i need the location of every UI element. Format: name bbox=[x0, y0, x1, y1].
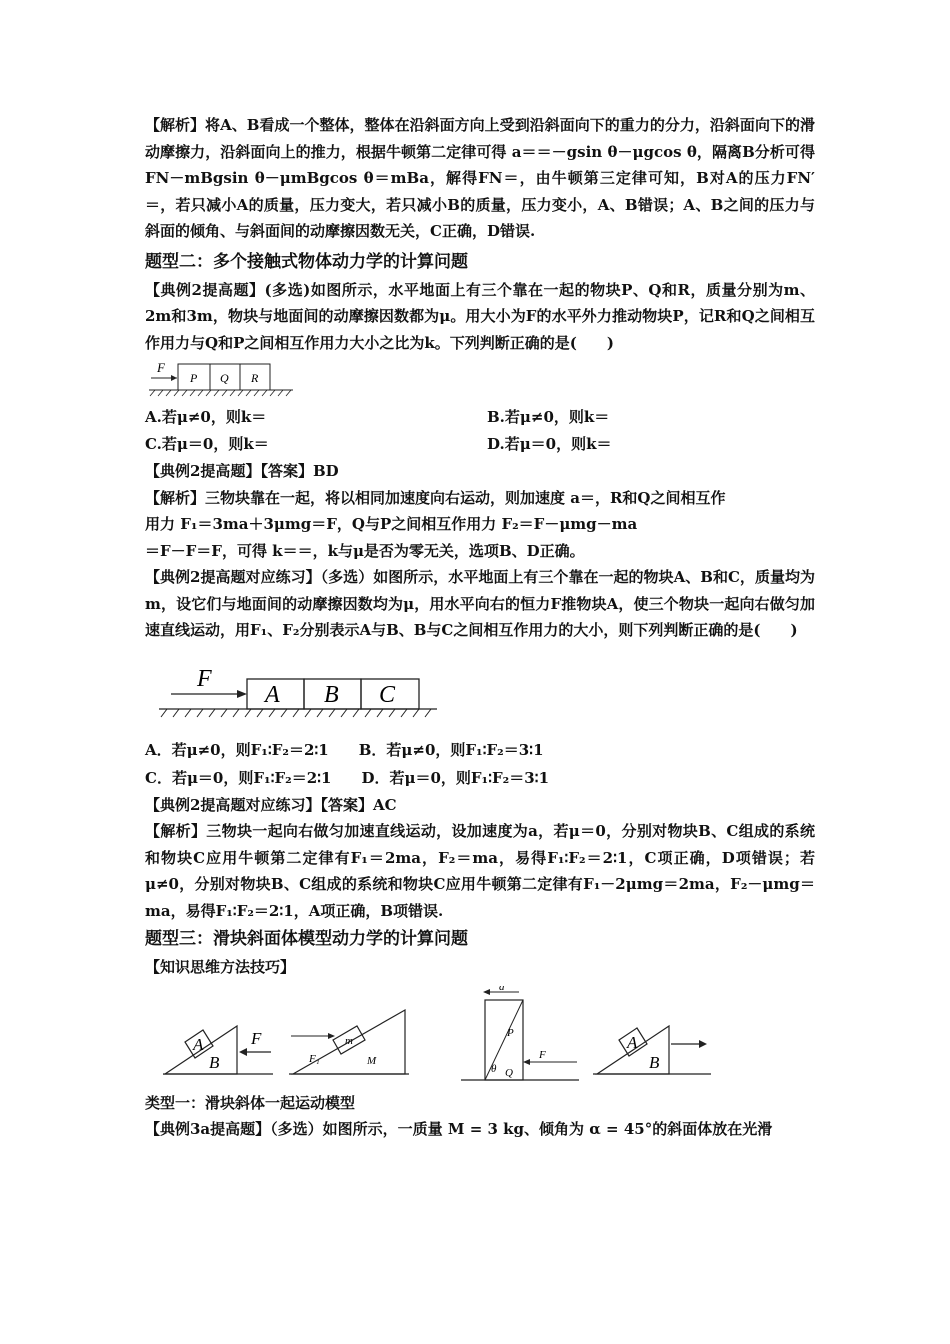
figure-pqr-block-p: P bbox=[190, 371, 198, 385]
practice2-options-line1: A．若μ≠0，则F₁∶F₂＝2∶1 B．若μ≠0，则F₁∶F₂＝3∶1 bbox=[145, 740, 544, 759]
example3a-question: 【典例3a提高题】（多选）如图所示，一质量 M = 3 kg、倾角为 α = 45°的斜面体放在光滑 bbox=[145, 1120, 773, 1138]
practice2-options bbox=[145, 736, 815, 792]
figure3-1-block-a: A bbox=[193, 1035, 204, 1054]
figure3-4-block-b: B bbox=[649, 1053, 660, 1072]
figure3-2-force: F₁ bbox=[309, 1053, 320, 1065]
figure3-2 bbox=[289, 1010, 409, 1074]
figure-pqr bbox=[147, 362, 307, 402]
figure-abc bbox=[151, 664, 451, 726]
subtype1-heading: 类型一：滑块斜体一起运动模型 bbox=[145, 1094, 356, 1112]
figure3-3-force: F bbox=[539, 1049, 546, 1061]
figure-pqr-block-r: R bbox=[251, 371, 259, 385]
figure-abc-block-a: A bbox=[265, 681, 280, 708]
knowledge-method-label: 【知识思维方法技巧】 bbox=[145, 958, 296, 976]
example2-analysis-line1: 【解析】三物块靠在一起，将以相同加速度向右运动，则加速度 a＝，R和Q之间相互作 bbox=[145, 488, 726, 507]
figure-pqr-force-label: F bbox=[157, 362, 165, 375]
example2-question: 【典例2提高题】(多选)如图所示，水平地面上有三个靠在一起的物块P、Q和R，质量分别为m、2m和3m，物块与地面间的动摩擦因数都为μ。用大小为F的水平外力推动物块P，记R和Q之间相互作用力与Q和P之间相互作用力大小之比为k。下列判断正确的是( ) bbox=[145, 280, 815, 352]
figure-abc-block-b: B bbox=[324, 681, 339, 708]
figure3-1-block-b: B bbox=[209, 1053, 220, 1072]
figure3-3-p: P bbox=[507, 1027, 514, 1039]
figure3-3-q: Q bbox=[505, 1067, 513, 1079]
example2-options bbox=[145, 404, 815, 458]
section-heading-type2: 题型二：多个接触式物体动力学的计算问题 bbox=[145, 251, 468, 272]
figure-pqr-block-q: Q bbox=[220, 371, 229, 385]
figure3-1-force: F bbox=[251, 1029, 262, 1048]
figure3-3-theta: θ bbox=[491, 1063, 497, 1075]
figure3-3-accel: a bbox=[499, 986, 505, 993]
practice2-answer: 【典例2提高题对应练习】【答案】AC bbox=[145, 795, 397, 814]
practice2-analysis: 【解析】三物块一起向右做匀加速直线运动，设加速度为a，若μ＝0，分别对物块B、C组成的系统和物块C应用牛顿第二定律有F₁＝2ma，F₂＝ma，易得F₁∶F₂＝2∶1，C项正确，D项错误；若μ≠0，分别对物块B、C组成的系统和物块C应用牛顿第二定律有F₁－2μmg＝2ma，F₂－μmg＝ma，易得F₁∶F₂＝2∶1，A项正确，B项错误. bbox=[145, 822, 815, 920]
figure-abc-force-label: F bbox=[197, 665, 212, 692]
option-a: A.若μ≠0，则k＝ bbox=[145, 408, 267, 426]
figure3-4-block-a: A bbox=[627, 1033, 638, 1052]
document-page bbox=[145, 112, 815, 1143]
figures-row-type3 bbox=[141, 986, 811, 1086]
figure3-2-block-mm: M bbox=[367, 1055, 377, 1067]
figure-abc-block-c: C bbox=[379, 681, 396, 708]
figure3-3 bbox=[461, 986, 579, 1080]
example2-analysis-line2: 用力 F₁＝3ma＋3μmg＝F，Q与P之间相互作用力 F₂＝F－μmg－ma bbox=[145, 515, 638, 533]
section-heading-type3: 题型三：滑块斜面体模型动力学的计算问题 bbox=[145, 929, 468, 949]
option-c: C.若μ＝0，则k＝ bbox=[145, 435, 269, 453]
figure3-4 bbox=[593, 1026, 711, 1074]
figure3-1 bbox=[163, 1026, 273, 1074]
practice2-options-line2: C．若μ＝0，则F₁∶F₂＝2∶1 D．若μ＝0，则F₁∶F₂＝3∶1 bbox=[145, 768, 550, 787]
example2-analysis-line3: ＝F－F＝F，可得 k＝＝，k与μ是否为零无关，选项B、D正确。 bbox=[145, 541, 585, 560]
example2-answer: 【典例2提高题】【答案】BD bbox=[145, 462, 339, 480]
analysis-paragraph-1: 【解析】将A、B看成一个整体，整体在沿斜面方向上受到沿斜面向下的重力的分力，沿斜面向下的滑动摩擦力，沿斜面向上的推力，根据牛顿第二定律可得 a＝＝－gsin θ－μgcos θ，隔离B分析可得FN－mBgsin θ－μmBgcos θ＝mBa，解得FN＝，由牛顿第三定律可知，B对A的压力FN′＝，若只减小A的质量，压力变大，若只减小B的质量，压力变小，A、B错误；A、B之间的压力与斜面的倾角、与斜面间的动摩擦因数无关，C正确，D错误. bbox=[145, 116, 815, 240]
option-d: D.若μ＝0，则k＝ bbox=[487, 435, 612, 453]
option-b: B.若μ≠0，则k＝ bbox=[487, 408, 610, 426]
practice2-question: 【典例2提高题对应练习】（多选）如图所示，水平地面上有三个靠在一起的物块A、B和C，质量均为m，设它们与地面间的动摩擦因数均为μ，用水平向右的恒力F推物块A，使三个物块一起向右做匀加速直线运动，用F₁、F₂分别表示A与B、B与C之间相互作用力的大小，则下列判断正确的是( ) bbox=[145, 568, 815, 639]
figure3-2-block-m: m bbox=[345, 1035, 353, 1047]
